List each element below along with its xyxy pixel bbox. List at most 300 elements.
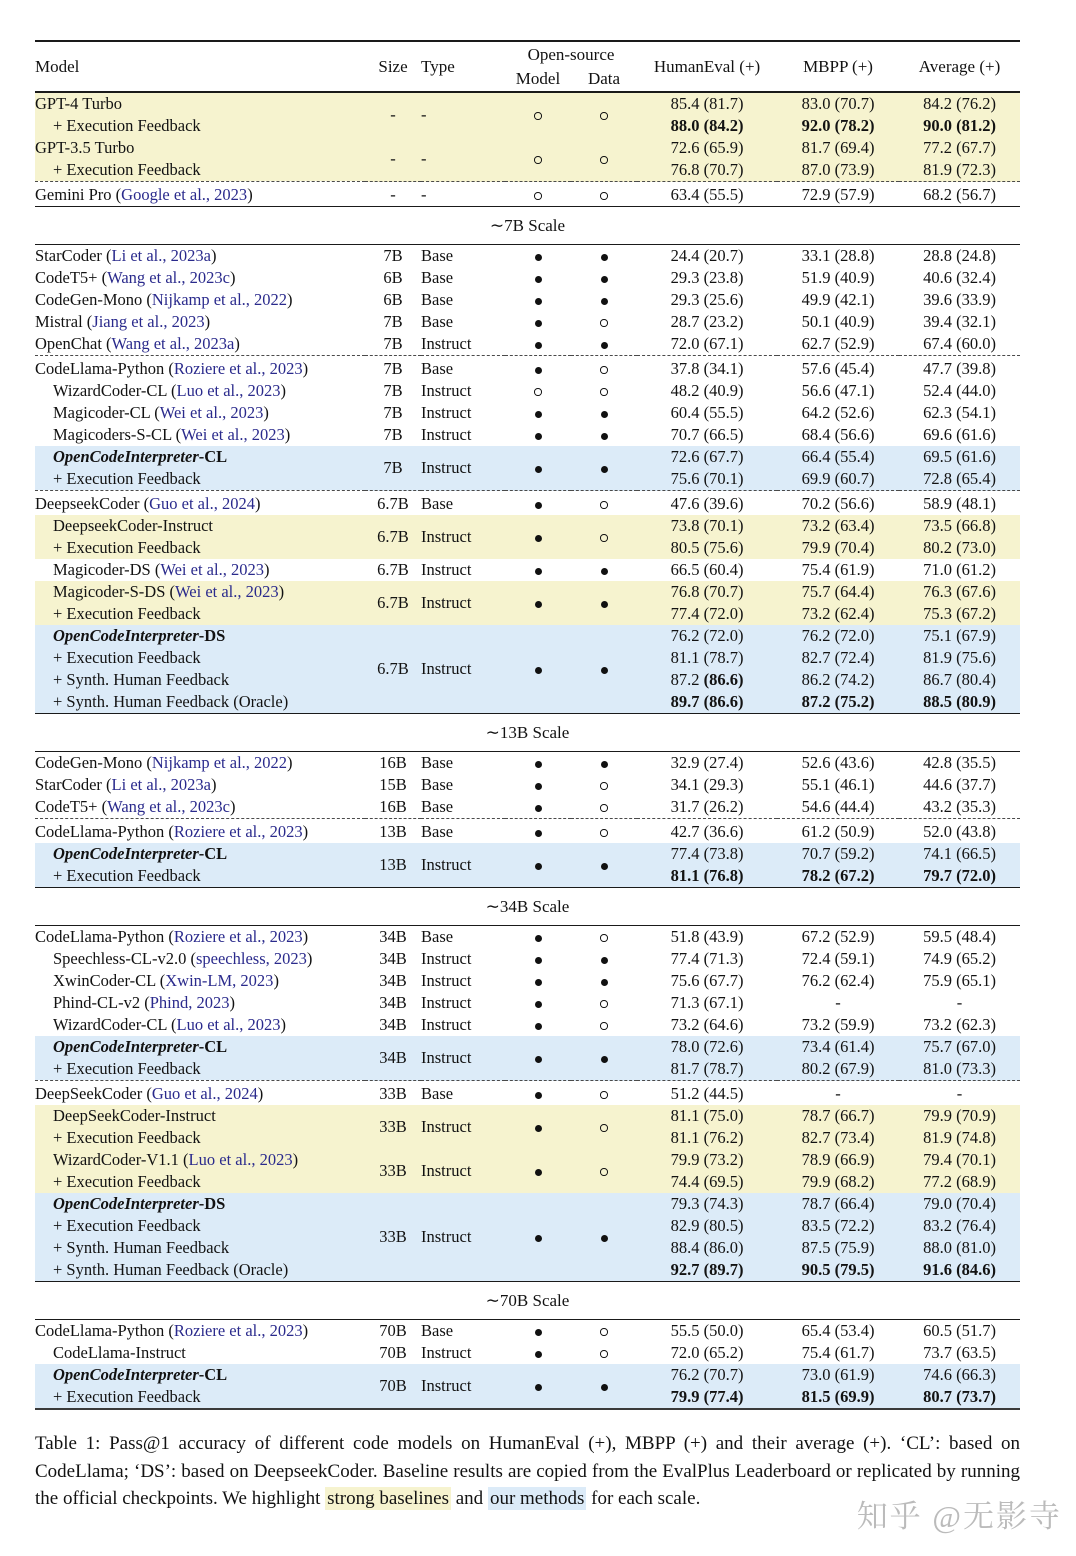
model-row [35, 493, 1020, 515]
model-suffix: -DS [198, 1194, 226, 1213]
average-score-cell: 62.3 (54.1) [923, 403, 996, 422]
model-row [35, 843, 1020, 865]
model-row [35, 774, 1020, 796]
humaneval-score-cell: 51.8 (43.9) [670, 927, 744, 946]
model-row [35, 289, 1020, 311]
average-score-cell: 86.7 (80.4) [923, 670, 996, 689]
model-name: CodeGen-Mono [35, 290, 143, 309]
type-cell: - [421, 149, 427, 168]
filled-circle-icon [601, 1056, 608, 1063]
model-name: + Execution Feedback [53, 160, 201, 179]
open-source-data-cell [571, 970, 637, 992]
average-score-cell: 39.6 (33.9) [923, 290, 996, 309]
mbpp-score-cell: 81.7 (69.4) [801, 138, 875, 157]
citation-link[interactable]: Phind, 2023 [149, 993, 230, 1012]
humaneval-score-cell: 81.1 (76.8) [670, 866, 744, 885]
average-score-cell: 74.1 (66.5) [923, 844, 996, 863]
mbpp-score-cell: 81.5 (69.9) [801, 1387, 875, 1406]
size-cell: 33B [379, 1084, 407, 1103]
type-cell: Base [421, 312, 454, 331]
model-name-cell [35, 515, 365, 537]
type-cell: Base [421, 822, 454, 841]
type-cell: Base [421, 494, 454, 513]
section-title: ∼70B Scale [35, 1282, 1020, 1320]
humaneval-score-cell: 37.8 (34.1) [670, 359, 744, 378]
section-header-row [35, 1282, 1020, 1320]
model-row [35, 948, 1020, 970]
mbpp-score-cell: 76.2 (62.4) [801, 971, 875, 990]
filled-circle-icon [535, 254, 542, 261]
model-name-cell [35, 625, 365, 647]
citation-link[interactable]: Luo et al., 2023 [188, 1150, 293, 1169]
model-row [35, 1083, 1020, 1105]
open-circle-icon [600, 1091, 608, 1099]
open-circle-icon [600, 782, 608, 790]
size-cell: 34B [379, 993, 407, 1012]
average-score-cell: 77.2 (68.9) [923, 1172, 996, 1191]
mbpp-score-cell: 54.6 (44.4) [801, 797, 875, 816]
open-source-data-cell [571, 446, 637, 491]
type-cell: Instruct [421, 458, 472, 477]
open-source-model-cell [505, 581, 571, 625]
section-title: ∼34B Scale [35, 888, 1020, 926]
mbpp-score-cell: 86.2 (74.2) [801, 670, 875, 689]
average-score-cell: 43.2 (35.3) [923, 797, 996, 816]
model-name: CodeGen-Mono [35, 753, 143, 772]
size-cell: 6B [383, 268, 403, 287]
model-row [35, 1014, 1020, 1036]
humaneval-score-cell: 89.7 (86.6) [670, 692, 744, 711]
humaneval-score-cell: 31.7 (26.2) [670, 797, 744, 816]
humaneval-score-cell: 73.8 (70.1) [670, 516, 744, 535]
filled-circle-icon [535, 502, 542, 509]
type-cell: Instruct [421, 381, 472, 400]
col-header-os-model: Model [515, 69, 561, 88]
section-header-row [35, 207, 1020, 245]
citation-link[interactable]: Wang et al., 2023c [107, 268, 230, 287]
open-source-model-cell [505, 1193, 571, 1282]
open-circle-icon [534, 156, 542, 164]
type-cell: Base [421, 268, 454, 287]
open-source-data-cell [571, 1364, 637, 1409]
size-cell: 6.7B [377, 527, 409, 546]
filled-circle-icon [601, 411, 608, 418]
type-cell: Instruct [421, 1161, 472, 1180]
type-cell: Instruct [421, 1117, 472, 1136]
size-cell: 13B [379, 855, 407, 874]
open-source-model-cell [505, 843, 571, 888]
open-source-data-cell [571, 752, 637, 775]
open-circle-icon [534, 388, 542, 396]
model-name-cell [35, 468, 365, 491]
open-circle-icon [600, 1000, 608, 1008]
humaneval-score-cell: 79.9 (77.4) [670, 1387, 744, 1406]
model-name-cell: WizardCoder-CL (Luo et al., 2023) [53, 381, 287, 400]
caption-text: and [451, 1488, 488, 1509]
model-row [35, 380, 1020, 402]
size-cell: 33B [379, 1117, 407, 1136]
mbpp-score-cell: 87.2 (75.2) [801, 692, 875, 711]
opencodeinterpreter-name: OpenCodeInterpreter [53, 844, 199, 863]
size-cell: 7B [383, 458, 403, 477]
model-name-cell: OpenChat (Wang et al., 2023a) [35, 334, 240, 353]
size-cell: 6.7B [377, 560, 409, 579]
size-cell: 15B [379, 775, 407, 794]
filled-circle-icon [535, 1092, 542, 1099]
citation-link[interactable]: Li et al., 2023a [111, 246, 211, 265]
open-source-data-cell [571, 774, 637, 796]
model-name-cell [35, 1105, 365, 1127]
mbpp-score-cell: 51.9 (40.9) [801, 268, 875, 287]
filled-circle-icon [535, 1023, 542, 1030]
mbpp-score-cell: 55.1 (46.1) [801, 775, 875, 794]
humaneval-score-cell: 34.1 (29.3) [670, 775, 744, 794]
open-source-model-cell [505, 1364, 571, 1409]
size-cell: 13B [379, 822, 407, 841]
mbpp-score-cell: - [835, 993, 841, 1012]
open-source-model-cell [505, 970, 571, 992]
open-source-model-cell [505, 1036, 571, 1081]
citation-link[interactable]: Xwin-LM, 2023 [165, 971, 274, 990]
average-score-cell: 88.0 (81.0) [923, 1238, 996, 1257]
filled-circle-icon [601, 957, 608, 964]
model-name-cell: Mistral (Jiang et al., 2023) [35, 312, 211, 331]
model-name-cell: StarCoder (Li et al., 2023a) [35, 246, 217, 265]
type-cell: Instruct [421, 425, 472, 444]
model-row [35, 446, 1020, 468]
model-name: DeepSeekCoder [35, 1084, 143, 1103]
open-source-data-cell [571, 137, 637, 182]
average-score-cell: 60.5 (51.7) [923, 1321, 996, 1340]
type-cell: - [421, 185, 427, 204]
model-name-cell: CodeT5+ (Wang et al., 2023c) [35, 268, 236, 287]
humaneval-score-cell: 88.4 (86.0) [670, 1238, 744, 1257]
citation-link[interactable]: speechless, 2023 [195, 949, 307, 968]
mbpp-score-cell: 72.9 (57.9) [801, 185, 875, 204]
average-score-cell: 69.5 (61.6) [923, 447, 996, 466]
open-source-data-cell [571, 1083, 637, 1105]
type-cell: Base [421, 753, 454, 772]
open-source-model-cell [505, 926, 571, 949]
mbpp-score-cell: 87.5 (75.9) [801, 1238, 875, 1257]
model-suffix: -CL [198, 844, 228, 863]
humaneval-score-cell: 78.0 (72.6) [670, 1037, 744, 1056]
type-cell: Base [421, 290, 454, 309]
humaneval-score-cell: 76.8 (70.7) [670, 160, 744, 179]
model-name-cell [35, 1171, 365, 1193]
humaneval-score-cell: 60.4 (55.5) [670, 403, 744, 422]
filled-circle-icon [535, 667, 542, 674]
model-row [35, 184, 1020, 207]
model-name: CodeLlama-Python [35, 1321, 165, 1340]
size-cell: 7B [383, 425, 403, 444]
open-source-model-cell [505, 515, 571, 559]
open-circle-icon [600, 829, 608, 837]
filled-circle-icon [535, 1384, 542, 1391]
mbpp-score-cell: 75.4 (61.9) [801, 560, 875, 579]
average-score-cell: 44.6 (37.7) [923, 775, 996, 794]
open-circle-icon [534, 192, 542, 200]
open-circle-icon [600, 112, 608, 120]
model-row [35, 1342, 1020, 1364]
type-cell: Instruct [421, 855, 472, 874]
model-name-cell [35, 537, 365, 559]
citation-link[interactable]: Guo et al., 2024 [151, 1084, 258, 1103]
size-cell: 70B [379, 1376, 407, 1395]
col-header-mbpp: MBPP (+) [803, 57, 873, 76]
model-row [35, 1193, 1020, 1215]
open-source-data-cell [571, 1105, 637, 1149]
section-title: ∼13B Scale [35, 714, 1020, 752]
mbpp-score-cell: 83.0 (70.7) [801, 94, 875, 113]
model-name: CodeLlama-Python [35, 822, 165, 841]
open-source-model-cell [505, 333, 571, 356]
open-source-model-cell [505, 446, 571, 491]
mbpp-score-cell: 66.4 (55.4) [801, 447, 875, 466]
mbpp-score-cell: 78.9 (66.9) [801, 1150, 875, 1169]
model-row [35, 311, 1020, 333]
model-name-cell: CodeLlama-Python (Roziere et al., 2023) [35, 1321, 309, 1340]
open-source-data-cell [571, 1036, 637, 1081]
model-name-cell: XwinCoder-CL (Xwin-LM, 2023) [53, 971, 279, 990]
model-name: Phind-CL-v2 [53, 993, 141, 1012]
model-name: + Execution Feedback [53, 1216, 201, 1235]
open-source-data-cell [571, 992, 637, 1014]
open-source-data-cell [571, 245, 637, 268]
open-source-model-cell [505, 184, 571, 207]
average-score-cell: 80.2 (73.0) [923, 538, 996, 557]
model-name-cell [35, 691, 365, 714]
average-score-cell: 91.6 (84.6) [923, 1260, 996, 1279]
humaneval-score-cell: 81.1 (78.7) [670, 648, 744, 667]
open-circle-icon [600, 1168, 608, 1176]
filled-circle-icon [535, 298, 542, 305]
humaneval-score-cell: 70.7 (66.5) [670, 425, 744, 444]
open-source-data-cell [571, 515, 637, 559]
filled-circle-icon [535, 957, 542, 964]
model-row [35, 333, 1020, 356]
model-name-cell [35, 446, 365, 468]
type-cell: Instruct [421, 1343, 472, 1362]
model-name: + Synth. Human Feedback (Oracle) [53, 1260, 289, 1279]
size-cell: 34B [379, 927, 407, 946]
open-source-data-cell [571, 926, 637, 949]
model-name: CodeLlama-Python [35, 359, 165, 378]
model-suffix: -CL [198, 447, 228, 466]
average-score-cell: 74.6 (66.3) [923, 1365, 996, 1384]
model-name-cell: CodeLlama-Python (Roziere et al., 2023) [35, 359, 309, 378]
size-cell: 7B [383, 359, 403, 378]
model-row [35, 1320, 1020, 1343]
model-name-cell: Magicoders-S-CL (Wei et al., 2023) [53, 425, 291, 444]
open-source-data-cell [571, 581, 637, 625]
open-source-model-cell [505, 1342, 571, 1364]
filled-circle-icon [535, 1351, 542, 1358]
humaneval-score-cell: 75.6 (70.1) [670, 469, 744, 488]
open-source-model-cell [505, 948, 571, 970]
citation-link[interactable]: Wei et al., 2023 [175, 582, 279, 601]
caption-text: Table 1: Pass@1 accuracy of different code models on HumanEval (+), MBPP (+) and their average (+). ‘CL’: based on CodeLlama; ‘DS’: based on DeepseekCoder. Baseline results are copied from the EvalPlus Leaderboard or replicated by running the official checkpoints. We highlight [35, 1433, 1020, 1509]
average-score-cell: 83.2 (76.4) [923, 1216, 996, 1235]
citation-link[interactable]: Luo et al., 2023 [176, 1015, 281, 1034]
type-cell: Base [421, 775, 454, 794]
model-name-cell: CodeGen-Mono (Nijkamp et al., 2022) [35, 753, 293, 772]
average-score-cell: - [956, 993, 963, 1012]
mbpp-score-cell: 52.6 (43.6) [801, 753, 875, 772]
model-name-cell: CodeT5+ (Wang et al., 2023c) [35, 797, 236, 816]
mbpp-score-cell: 49.9 (42.1) [801, 290, 875, 309]
average-score-cell: 73.7 (63.5) [923, 1343, 996, 1362]
model-suffix: -DS [198, 626, 226, 645]
model-name-cell: CodeGen-Mono (Nijkamp et al., 2022) [35, 290, 293, 309]
model-name-cell: DeepseekCoder (Guo et al., 2024) [35, 494, 261, 513]
humaneval-score-cell: 28.7 (23.2) [670, 312, 744, 331]
filled-circle-icon [535, 568, 542, 575]
model-name-cell: WizardCoder-V1.1 (Luo et al., 2023) [53, 1150, 299, 1169]
model-name: Magicoders-S-CL [53, 425, 172, 444]
average-score-cell: 72.8 (65.4) [923, 469, 996, 488]
mbpp-score-cell: 79.9 (68.2) [801, 1172, 875, 1191]
filled-circle-icon [601, 433, 608, 440]
type-cell: Instruct [421, 949, 472, 968]
mbpp-score-cell: 92.0 (78.2) [801, 116, 875, 135]
average-score-cell: 81.0 (73.3) [923, 1059, 996, 1078]
size-cell: 7B [383, 246, 403, 265]
model-name: Magicoder-CL [53, 403, 151, 422]
model-name: + Execution Feedback [53, 1128, 201, 1147]
mbpp-score-cell: 69.9 (60.7) [801, 469, 875, 488]
open-source-model-cell [505, 380, 571, 402]
open-source-model-cell [505, 1320, 571, 1343]
mbpp-score-cell: 78.2 (67.2) [801, 866, 875, 885]
model-name-cell: Magicoder-S-DS (Wei et al., 2023) [53, 582, 285, 601]
type-cell: Instruct [421, 593, 472, 612]
average-score-cell: 80.7 (73.7) [923, 1387, 996, 1406]
type-cell: Base [421, 359, 454, 378]
humaneval-score-cell: 77.4 (73.8) [670, 844, 744, 863]
citation-link[interactable]: Wei et al., 2023 [160, 560, 264, 579]
mbpp-score-cell: 82.7 (72.4) [801, 648, 875, 667]
filled-circle-icon [535, 1056, 542, 1063]
filled-circle-icon [601, 466, 608, 473]
mbpp-score-cell: - [835, 1084, 841, 1103]
open-source-model-cell [505, 289, 571, 311]
open-source-data-cell [571, 380, 637, 402]
mbpp-score-cell: 76.2 (72.0) [801, 626, 875, 645]
citation-link[interactable]: Wei et al., 2023 [159, 403, 264, 422]
model-name: XwinCoder-CL [53, 971, 156, 990]
model-name-cell [35, 115, 365, 137]
humaneval-score-cell: 72.6 (65.9) [670, 138, 744, 157]
model-row [35, 424, 1020, 446]
citation-link[interactable]: Roziere et al., 2023 [173, 927, 303, 946]
citation-link[interactable]: Wang et al., 2023a [111, 334, 235, 353]
filled-circle-icon [535, 411, 542, 418]
filled-circle-icon [535, 830, 542, 837]
opencodeinterpreter-name: OpenCodeInterpreter [53, 1194, 199, 1213]
model-name-cell: Gemini Pro (Google et al., 2023) [35, 185, 253, 204]
model-name: + Execution Feedback [53, 469, 201, 488]
open-source-data-cell [571, 1014, 637, 1036]
type-cell: Base [421, 1321, 454, 1340]
model-row [35, 402, 1020, 424]
model-name-cell [35, 647, 365, 669]
model-row [35, 1149, 1020, 1171]
open-circle-icon [600, 501, 608, 509]
filled-circle-icon [535, 367, 542, 374]
model-name: StarCoder [35, 775, 102, 794]
filled-circle-icon [535, 1329, 542, 1336]
citation-link[interactable]: Guo et al., 2024 [149, 494, 255, 513]
average-score-cell: 81.9 (74.8) [923, 1128, 996, 1147]
model-name: WizardCoder-V1.1 [53, 1150, 179, 1169]
citation-link[interactable]: Roziere et al., 2023 [173, 822, 303, 841]
model-name-cell [35, 1127, 365, 1149]
open-source-data-cell [571, 402, 637, 424]
average-score-cell: 73.5 (66.8) [923, 516, 996, 535]
model-row [35, 93, 1020, 115]
citation-link[interactable]: Google et al., 2023 [121, 185, 248, 204]
open-source-data-cell [571, 843, 637, 888]
humaneval-score-cell: 81.1 (75.0) [670, 1106, 744, 1125]
model-name: Speechless-CL-v2.0 [53, 949, 187, 968]
mbpp-score-cell: 67.2 (52.9) [801, 927, 875, 946]
citation-link[interactable]: Nijkamp et al., 2022 [151, 753, 288, 772]
type-cell: Instruct [421, 1015, 472, 1034]
open-circle-icon [600, 1350, 608, 1358]
model-name: CodeT5+ [35, 268, 98, 287]
citation-link[interactable]: Li et al., 2023a [111, 775, 211, 794]
open-source-model-cell [505, 796, 571, 819]
citation-link[interactable]: Nijkamp et al., 2022 [151, 290, 288, 309]
open-circle-icon [600, 534, 608, 542]
mbpp-score-cell: 73.2 (59.9) [801, 1015, 875, 1034]
filled-circle-icon [535, 342, 542, 349]
type-cell: Instruct [421, 1227, 472, 1246]
filled-circle-icon [601, 568, 608, 575]
humaneval-score-cell: 29.3 (25.6) [670, 290, 744, 309]
filled-circle-icon [601, 1235, 608, 1242]
citation-link[interactable]: Wei et al., 2023 [181, 425, 285, 444]
filled-circle-icon [535, 433, 542, 440]
filled-circle-icon [535, 1001, 542, 1008]
citation-link[interactable]: Roziere et al., 2023 [173, 1321, 303, 1340]
mbpp-score-cell: 80.2 (67.9) [801, 1059, 875, 1078]
citation-link[interactable]: Roziere et al., 2023 [173, 359, 303, 378]
citation-link[interactable]: Wang et al., 2023c [107, 797, 230, 816]
average-score-cell: 42.8 (35.5) [923, 753, 996, 772]
model-name-cell: Magicoder-DS (Wei et al., 2023) [53, 560, 270, 579]
filled-circle-icon [535, 805, 542, 812]
average-score-cell: 81.9 (75.6) [923, 648, 996, 667]
type-cell: Base [421, 927, 454, 946]
filled-circle-icon [601, 761, 608, 768]
filled-circle-icon [535, 1169, 542, 1176]
type-cell: Base [421, 797, 454, 816]
open-circle-icon [600, 1124, 608, 1132]
citation-link[interactable]: Jiang et al., 2023 [92, 312, 205, 331]
open-circle-icon [600, 1328, 608, 1336]
open-source-model-cell [505, 1105, 571, 1149]
model-name-cell [35, 159, 365, 182]
humaneval-score-cell: 29.3 (23.8) [670, 268, 744, 287]
mbpp-score-cell: 70.2 (56.6) [801, 494, 875, 513]
citation-link[interactable]: Luo et al., 2023 [176, 381, 281, 400]
model-name-cell: CodeLlama-Python (Roziere et al., 2023) [35, 822, 309, 841]
size-cell: - [390, 149, 396, 168]
mbpp-score-cell: 56.6 (47.1) [801, 381, 875, 400]
model-name: + Synth. Human Feedback [53, 1238, 230, 1257]
